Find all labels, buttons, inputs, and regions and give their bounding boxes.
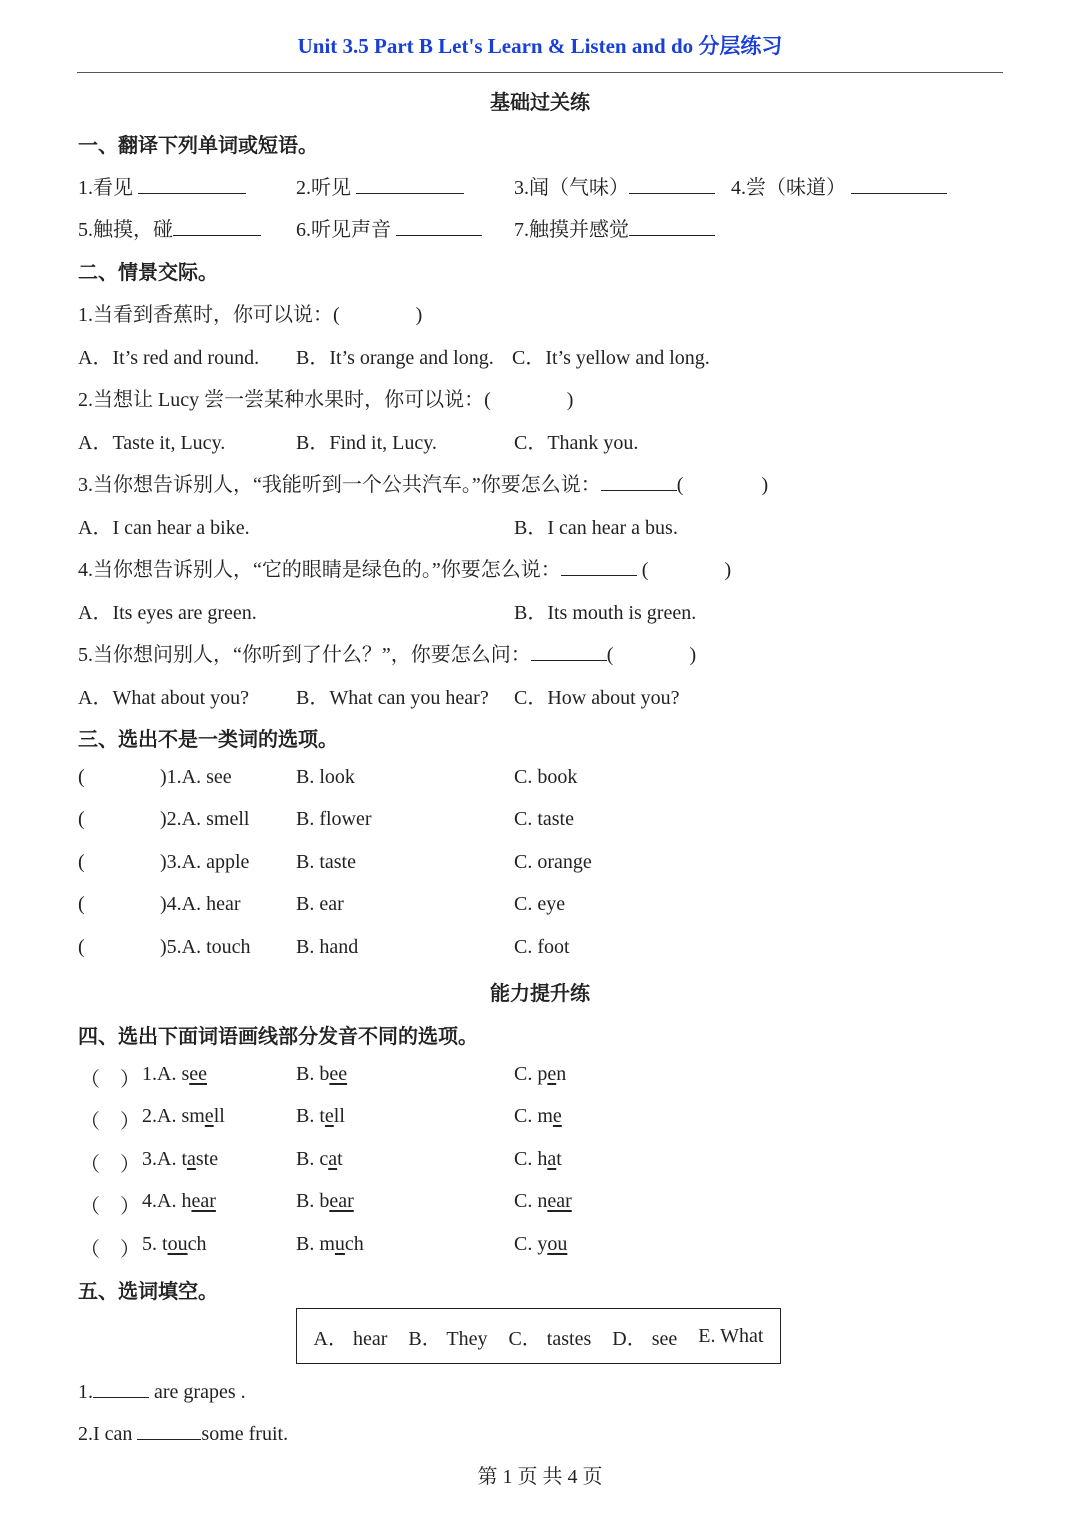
answer-paren[interactable]: （ ） [80,1069,140,1091]
answer-blank[interactable] [629,215,715,236]
option-a: 4.A. hear [142,1190,216,1212]
q2-question-3: 3.当你想告诉别人，“我能听到一个公共汽车。”你要怎么说： ( ) [78,468,768,497]
q2-q4-option-b[interactable]: B．Its mouth is green. [514,602,697,624]
q1-item-2: 2.听见 [296,171,464,200]
q2-q3-option-a[interactable]: A．I can hear a bike. [78,517,250,539]
q2-q1-option-b[interactable]: B．It’s orange and long. [296,347,494,369]
option-a: 3.A. taste [142,1148,219,1170]
q2-q1-option-a[interactable]: A．It’s red and round. [78,347,260,369]
option-c: C. hat [514,1148,562,1170]
q2-q3-option-b[interactable]: B．I can hear a bus. [514,517,678,539]
option-c: C. foot [514,936,570,958]
answer-blank[interactable] [851,173,947,194]
option-c: C. near [514,1190,572,1212]
option-a: )4.A. hear [160,893,241,915]
q1-item-3: 3.闻（气味） [514,171,715,200]
q1-item-7: 7.触摸并感觉 [514,213,715,242]
answer-paren[interactable]: （ ） [80,1154,140,1176]
q1-item-1: 1.看见 [78,171,246,200]
q2-q2-option-a[interactable]: A．Taste it, Lucy. [78,432,226,454]
option-b: B. bee [296,1063,348,1085]
q2-question-4: 4.当你想告诉别人，“它的眼睛是绿色的。”你要怎么说： ( ) [78,553,731,582]
answer-blank[interactable] [137,1419,201,1440]
answer-paren[interactable]: ( [78,808,85,830]
q2-q2-option-c[interactable]: C．Thank you. [514,432,639,454]
option-b: B. much [296,1233,364,1255]
answer-blank[interactable] [93,1377,149,1398]
answer-paren[interactable]: ( [78,766,85,788]
answer-paren[interactable]: ( [78,936,85,958]
q3-title: 三、选出不是一类词的选项。 [78,727,338,751]
option-c: C. orange [514,851,592,873]
option-a: 2.A. smell [142,1105,225,1127]
answer-blank[interactable] [531,640,607,661]
option-b: B. look [296,766,355,788]
q2-q2-option-b[interactable]: B．Find it, Lucy. [296,432,437,454]
option-b: B. flower [296,808,372,830]
answer-paren[interactable]: （ ） [80,1196,140,1218]
q2-question-1: 1.当看到香蕉时，你可以说：( ) [78,304,423,326]
word-option-b: B． They [408,1327,488,1350]
answer-blank[interactable] [629,173,715,194]
answer-blank[interactable] [173,215,261,236]
answer-blank[interactable] [138,173,246,194]
answer-paren[interactable]: （ ） [80,1111,140,1133]
section-basic-title: 基础过关练 [490,90,590,114]
answer-blank[interactable] [356,173,464,194]
header-divider [77,72,1003,73]
answer-paren[interactable]: ( [78,893,85,915]
answer-paren[interactable]: （ ） [80,1239,140,1261]
word-option-e: E. What [698,1324,764,1347]
option-c: C. pen [514,1063,567,1085]
word-bank [296,1308,781,1364]
option-b: B. hand [296,936,359,958]
q2-title: 二、情景交际。 [78,260,218,284]
option-c: C. you [514,1233,568,1255]
option-a: 1.A. see [142,1063,207,1085]
word-option-d: D． see [612,1327,678,1350]
q1-item-6: 6.听见声音 [296,213,482,242]
word-option-c: C． tastes [508,1327,592,1350]
q1-title: 一、翻译下列单词或短语。 [78,133,318,157]
answer-blank[interactable] [601,470,677,491]
option-b: B. taste [296,851,356,873]
option-b: B. cat [296,1148,343,1170]
section-advanced-title: 能力提升练 [490,981,590,1005]
page-footer: 第 1 页 共 4 页 [477,1466,603,1488]
q1-item-4: 4.尝（味道） [731,171,947,200]
q5-title: 五、选词填空。 [78,1279,218,1303]
option-b: B. ear [296,893,344,915]
option-b: B. bear [296,1190,354,1212]
option-b: B. tell [296,1105,345,1127]
option-c: C. taste [514,808,574,830]
answer-blank[interactable] [396,215,482,236]
option-a: )3.A. apple [160,851,250,873]
option-a: )1.A. see [160,766,232,788]
option-c: C. me [514,1105,562,1127]
q2-q1-option-c[interactable]: C．It’s yellow and long. [512,347,710,369]
q2-question-2: 2.当想让 Lucy 尝一尝某种水果时，你可以说：( ) [78,389,574,411]
q2-q5-option-a[interactable]: A．What about you? [78,687,250,709]
q1-item-5: 5.触摸，碰 [78,213,261,242]
option-c: C. eye [514,893,566,915]
q2-q5-option-b[interactable]: B．What can you hear? [296,687,489,709]
option-a: )2.A. smell [160,808,250,830]
answer-blank[interactable] [561,555,637,576]
word-option-a: A． hear [313,1327,388,1350]
option-a: )5.A. touch [160,936,251,958]
q2-q5-option-c[interactable]: C．How about you? [514,687,680,709]
q2-question-5: 5.当你想问别人，“你听到了什么？”，你要怎么问： ( ) [78,638,696,667]
header-title: Unit 3.5 Part B Let's Learn & Listen and do 分层练习 [297,34,783,58]
q5-item-1: 1. are grapes . [78,1377,246,1404]
q2-q4-option-a[interactable]: A．Its eyes are green. [78,602,257,624]
q4-title: 四、选出下面词语画线部分发音不同的选项。 [78,1024,478,1048]
option-a: 5. touch [142,1233,207,1255]
q5-item-2: 2.I can some fruit. [78,1419,288,1446]
option-c: C. book [514,766,578,788]
answer-paren[interactable]: ( [78,851,85,873]
